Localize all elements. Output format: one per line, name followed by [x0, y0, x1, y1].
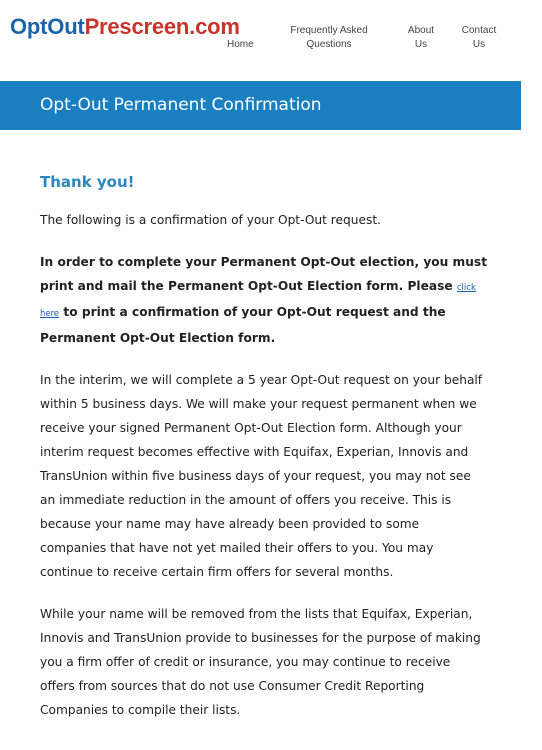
instruction-text-before: In order to complete your Permanent Opt-Out election, you must print and mail the Permanent Opt-Out Election form. Please — [40, 255, 488, 293]
thank-you-heading: Thank you! — [40, 173, 135, 191]
nav-link-contact[interactable]: Contact Us — [461, 25, 497, 50]
instruction-text-after: to print a confirmation of your Opt-Out request and the Permanent Opt-Out Election form. — [40, 305, 446, 345]
instruction-paragraph — [40, 250, 488, 350]
site-header — [0, 0, 542, 80]
nav-link-faq[interactable]: Frequently Asked Questions — [290, 25, 368, 50]
removal-paragraph: While your name will be removed from the lists that Equifax, Experian, Innovis and TransUnion provide to businesses for the purpose of making you a firm offer of credit or insurance, you may continue to receive offers from sources that do not use Consumer Credit Reporting Companies to compile their lists. — [40, 607, 481, 717]
nav-link-about[interactable]: About Us — [407, 25, 435, 50]
main-content — [40, 172, 488, 740]
logo-text-prescreen: Prescreen.com — [84, 14, 240, 39]
site-logo[interactable] — [10, 14, 240, 40]
logo-text-optout: OptOut — [10, 14, 85, 39]
nav-link-home[interactable]: Home — [227, 39, 254, 50]
page-banner — [0, 81, 521, 130]
interim-paragraph: In the interim, we will complete a 5 year Opt-Out request on your behalf within 5 business days. We will make your request permanent when we receive your signed Permanent Opt-Out Election form. Although your interim request becomes effective with Equifax, Experian, Innovis and TransUnion within five business days of your request, you may not see an immediate reduction in the amount of offers you receive. This is because your name may have already been provided to some companies that have not yet mailed their offers to you. You may continue to receive certain firm offers for several months. — [40, 373, 483, 579]
intro-paragraph: The following is a confirmation of your Opt-Out request. — [40, 213, 381, 227]
print-form-link[interactable]: click here — [40, 283, 476, 319]
page-title: Opt-Out Permanent Confirmation — [40, 95, 322, 115]
